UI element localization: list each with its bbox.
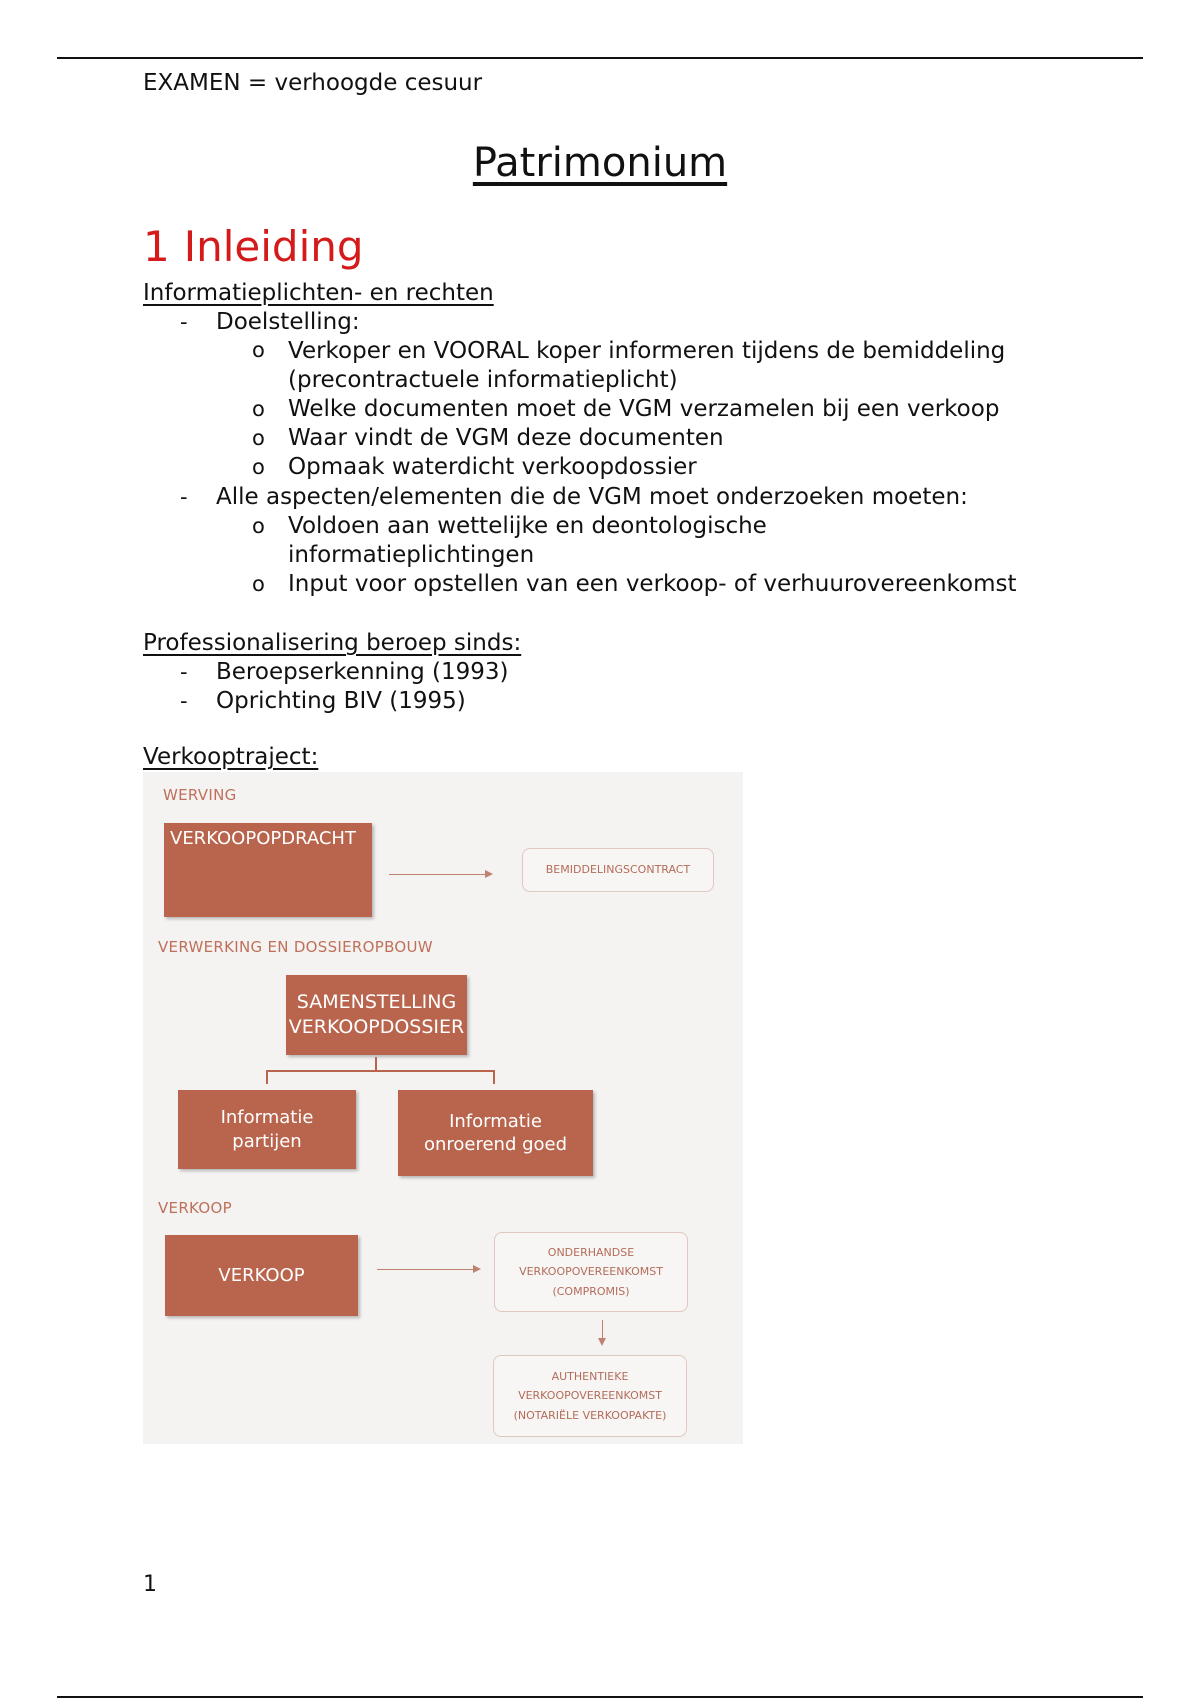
doc-label-line: ONDERHANDSE (547, 1246, 635, 1260)
list-item: Doelstelling: (216, 309, 360, 335)
arrow-right (389, 874, 491, 875)
sub-list-item: Welke documenten moet de VGM verzamelen bij een verkoop (288, 396, 1000, 422)
box-informatie-onroerend-goed (398, 1090, 593, 1176)
section-heading (143, 222, 364, 271)
box-samenstelling-verkoopdossier (286, 975, 467, 1055)
connector-line (266, 1070, 268, 1084)
bullet-marker: o (252, 514, 265, 538)
dash-marker: - (180, 485, 188, 509)
dash-marker: - (180, 660, 188, 684)
sub-list-item: Waar vindt de VGM deze documenten (288, 425, 724, 451)
stage-label-verwerking: VERWERKING EN DOSSIEROPBOUW (158, 938, 433, 956)
info-heading: Informatieplichten- en rechten (143, 280, 494, 306)
connector-line (493, 1070, 495, 1084)
header-note: EXAMEN = verhoogde cesuur (143, 70, 483, 96)
doc-label-line: (NOTARIËLE VERKOOPAKTE) (513, 1408, 667, 1422)
box-label-line: partijen (232, 1130, 302, 1152)
sales-process-diagram (143, 772, 743, 1444)
sub-list-item-continuation: (precontractuele informatieplicht) (288, 367, 678, 393)
box-verkoop (165, 1235, 358, 1316)
box-label-line: VERKOOPDOSSIER (288, 1016, 465, 1038)
box-verkoopopdracht (164, 823, 372, 917)
list-item: Beroepserkenning (1993) (216, 659, 509, 685)
bullet-marker: o (252, 397, 265, 421)
box-label-line: SAMENSTELLING (296, 991, 457, 1014)
traject-heading: Verkooptraject: (143, 744, 319, 770)
list-item: Oprichting BIV (1995) (216, 688, 466, 714)
box-label: VERKOOPOPDRACHT (170, 828, 356, 849)
box-label-line: Informatie (449, 1110, 542, 1132)
arrow-right (377, 1269, 479, 1270)
doc-label-line: VERKOOPOVEREENKOMST (518, 1389, 662, 1403)
connector-line (375, 1057, 377, 1071)
section-number: 1 (143, 222, 170, 271)
box-label: VERKOOP (218, 1264, 305, 1286)
section-title: Inleiding (183, 222, 364, 271)
professional-heading: Professionalisering beroep sinds: (143, 630, 522, 656)
bullet-marker: o (252, 572, 265, 596)
sub-list-item: Input voor opstellen van een verkoop- of verhuurovereenkomst (288, 571, 1017, 597)
bullet-marker: o (252, 455, 265, 479)
stage-label-verkoop: VERKOOP (158, 1199, 232, 1217)
stage-label-werving: WERVING (163, 786, 237, 804)
box-label-line: Informatie (220, 1107, 314, 1129)
doc-authentieke-verkoopovereenkomst (493, 1355, 687, 1437)
dash-marker: - (180, 310, 188, 334)
doc-label-line: (COMPROMIS) (552, 1284, 630, 1298)
sub-list-item: Verkoper en VOORAL koper informeren tijdens de bemiddeling (288, 338, 1006, 364)
connector-line (266, 1070, 495, 1072)
top-rule (57, 57, 1143, 59)
bottom-rule (57, 1696, 1143, 1698)
list-item: Alle aspecten/elementen die de VGM moet onderzoeken moeten: (216, 484, 968, 510)
sub-list-item-continuation: informatieplichtingen (288, 542, 535, 568)
doc-bemiddelingscontract (522, 848, 714, 892)
sub-list-item: Voldoen aan wettelijke en deontologische (288, 513, 767, 539)
doc-label: BEMIDDELINGSCONTRACT (545, 863, 691, 877)
doc-label-line: VERKOOPOVEREENKOMST (519, 1265, 663, 1279)
box-label-line: onroerend goed (423, 1134, 568, 1155)
bullet-marker: o (252, 426, 265, 450)
arrow-down (602, 1320, 603, 1344)
bullet-marker: o (252, 338, 265, 362)
page-title: Patrimonium (472, 140, 728, 186)
doc-onderhandse-verkoopovereenkomst (494, 1232, 688, 1312)
doc-label-line: AUTHENTIEKE (551, 1370, 629, 1384)
page-number: 1 (143, 1572, 157, 1597)
sub-list-item: Opmaak waterdicht verkoopdossier (288, 454, 697, 480)
box-informatie-partijen (178, 1090, 356, 1169)
dash-marker: - (180, 689, 188, 713)
